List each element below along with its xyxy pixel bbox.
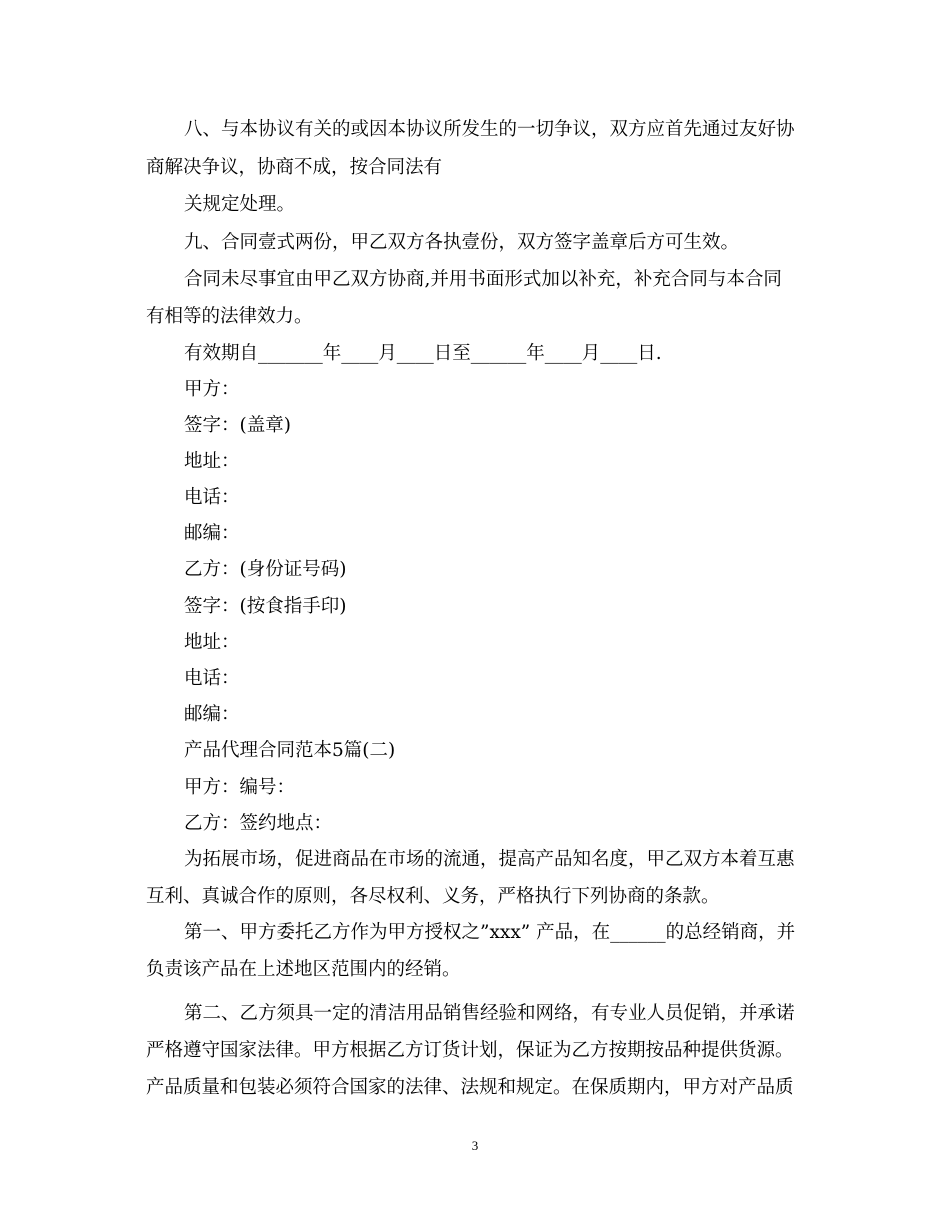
paragraph-line: 八、与本协议有关的或因本协议所发生的一切争议，双方应首先通过友好协 (184, 119, 795, 140)
paragraph-line: 关规定处理。 (184, 194, 296, 215)
signature-label: 签字：(盖章) (184, 415, 291, 436)
phone-label: 电话： (184, 668, 240, 689)
paragraph-line: 第二、乙方须具一定的清洁用品销售经验和网络，有专业人员促销，并承诺 (184, 1003, 795, 1024)
paragraph-line: 商解决争议，协商不成，按合同法有 (146, 157, 443, 178)
party-b-label: 乙方：(身份证号码) (184, 559, 347, 580)
postcode-label: 邮编： (184, 523, 240, 544)
party-a-label: 甲方：编号： (184, 777, 296, 798)
paragraph-line: 第一、甲方委托乙方作为甲方授权之”xxx” 产品，在______的总经销商，并 (184, 922, 796, 943)
paragraph-line: 严格遵守国家法律。甲方根据乙方订货计划，保证为乙方按期按品种提供货源。 (146, 1040, 794, 1061)
signature-label: 签字：(按食指手印) (184, 596, 347, 617)
paragraph-line: 互利、真诚合作的原则，各尽权利、义务，严格执行下列协商的条款。 (146, 886, 720, 907)
paragraph-line: 产品质量和包装必须符合国家的法律、法规和规定。在保质期内，甲方对产品质 (146, 1077, 794, 1098)
paragraph-line: 九、合同壹式两份，甲乙双方各执壹份，双方签字盖章后方可生效。 (184, 232, 740, 253)
paragraph-line: 有相等的法律效力。 (146, 306, 313, 327)
paragraph-line: 合同未尽事宜由甲乙双方协商,并用书面形式加以补充，补充合同与本合同 (184, 269, 782, 290)
phone-label: 电话： (184, 487, 240, 508)
page-number: 3 (471, 1138, 479, 1153)
party-a-label: 甲方： (184, 379, 240, 400)
section-heading: 产品代理合同范本5篇(二) (184, 740, 396, 761)
address-label: 地址： (184, 451, 240, 472)
address-label: 地址： (184, 632, 240, 653)
paragraph-line: 为拓展市场，促进商品在市场的流通，提高产品知名度，甲乙双方本着互惠 (184, 849, 795, 870)
postcode-label: 邮编： (184, 704, 240, 725)
party-b-label: 乙方：签约地点： (184, 813, 333, 834)
validity-period-line: 有效期自_______年____月____日至______年____月____日. (184, 343, 662, 364)
paragraph-line: 负责该产品在上述地区范围内的经销。 (146, 959, 461, 980)
